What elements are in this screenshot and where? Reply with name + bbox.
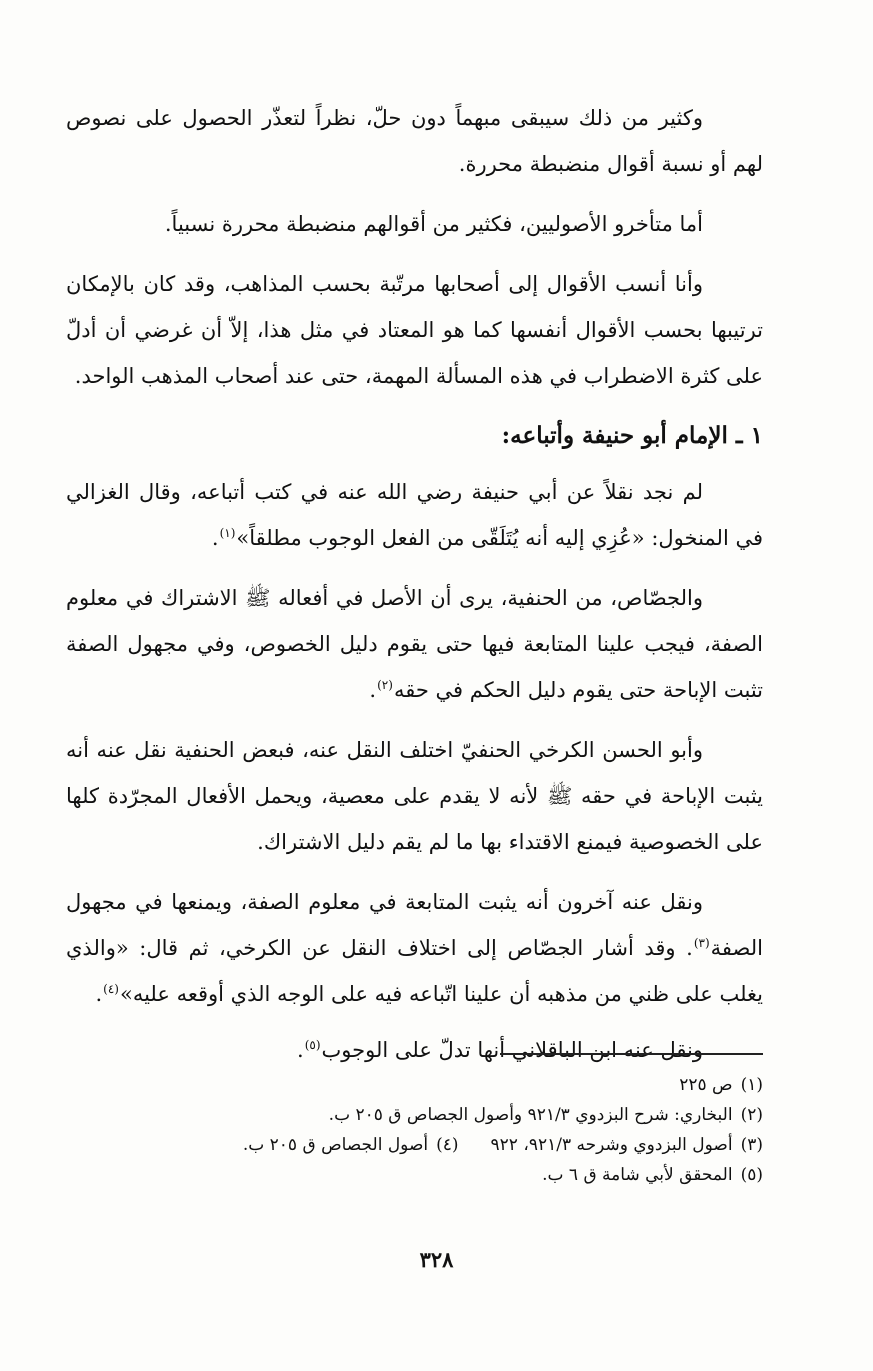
paragraph-5-text: والجصّاص، من الحنفية، يرى أن الأصل في أفعاله ﷺ الاشتراك في معلوم الصفة، فيجب علينا المتابعة فيها حتى يقوم دليل الخصوص، وفي مجهول الصفة تثبت الإباحة حتى يقوم دليل الحكم في حقه	[66, 586, 763, 702]
footnote-number: (٣)	[740, 1135, 763, 1155]
paragraph-8	[66, 1027, 763, 1073]
footnote-text: أصول الجصاص ق ٢٠٥ ب.	[242, 1135, 429, 1155]
footnote-ref-1: (١)	[219, 526, 236, 540]
page-number: ٣٢٨	[419, 1247, 454, 1272]
paragraph-3: وأنا أنسب الأقوال إلى أصحابها مرتّبة بحسب المذاهب، وقد كان بالإمكان ترتيبها بحسب الأقوال أنفسها كما هو المعتاد في مثل هذا، إلاّ أن غرضي أن أدلّ على كثرة الاضطراب في هذه المسألة المهمة، حتى عند أصحاب المذهب الواحد.	[66, 272, 763, 388]
footnote-3-4	[66, 1130, 763, 1160]
paragraph-8-end: .	[297, 1038, 304, 1062]
paragraph-2: أما متأخرو الأصوليين، فكثير من أقوالهم منضبطة محررة نسبياً.	[164, 212, 703, 236]
footnote-ref-3: (٣)	[693, 936, 710, 950]
paragraph-5	[66, 575, 763, 713]
footnote-ref-2: (٢)	[377, 678, 393, 692]
footnote-text: المحقق لأبي شامة ق ٦ ب.	[542, 1165, 733, 1185]
paragraph-7-end: .	[95, 982, 103, 1006]
footnote-number: (٥)	[740, 1165, 763, 1185]
footnotes	[66, 1070, 763, 1190]
footnote-ref-4: (٤)	[103, 982, 119, 996]
paragraph-4	[66, 469, 763, 561]
paragraph-8-text: ونقل عنه ابن الباقلاني أنها تدلّ على الوجوب	[321, 1038, 703, 1062]
footnote-separator	[500, 1053, 763, 1055]
section-heading: ١ ـ الإمام أبو حنيفة وأتباعه:	[501, 422, 763, 449]
footnote-number: (٢)	[740, 1105, 763, 1125]
footnote-5	[66, 1160, 763, 1190]
footnote-1	[66, 1070, 763, 1100]
paragraph-5-end: .	[369, 678, 377, 702]
paragraph-1: وكثير من ذلك سيبقى مبهماً دون حلّ، نظراً لتعذّر الحصول على نصوص لهم أو نسبة أقوال منضبطة محررة.	[66, 106, 763, 176]
footnote-number: (١)	[740, 1075, 763, 1095]
paragraph-7-text-2: . وقد أشار الجصّاص إلى اختلاف النقل عن الكرخي، ثم قال: «والذي يغلب على ظني من مذهبه أن علينا اتّباعه فيه على الوجه الذي أوقعه عليه»	[66, 936, 763, 1006]
paragraph-6: وأبو الحسن الكرخي الحنفيّ اختلف النقل عنه، فبعض الحنفية نقل عنه أنه يثبت الإباحة في حقه ﷺ لأنه لا يقدم على معصية، ويحمل الأفعال المجرّدة كلها على الخصوصية فيمنع الاقتداء بها ما لم يقم دليل الاشتراك.	[66, 738, 763, 854]
footnote-2	[66, 1100, 763, 1130]
main-text	[66, 95, 763, 1083]
footnote-text: ص ٢٢٥	[679, 1075, 733, 1095]
footnote-number: (٤)	[436, 1135, 459, 1155]
paragraph-7-text-1: ونقل عنه آخرون أنه يثبت المتابعة في معلوم الصفة، ويمنعها في مجهول الصفة	[66, 890, 763, 960]
footnote-text: أصول البزدوي وشرحه ٩٢١/٣، ٩٢٢	[490, 1135, 733, 1155]
footnote-text: البخاري: شرح البزدوي ٩٢١/٣ وأصول الجصاص ق ٢٠٥ ب.	[328, 1105, 733, 1125]
footnote-ref-5: (٥)	[304, 1038, 321, 1052]
paragraph-4-text: لم نجد نقلاً عن أبي حنيفة رضي الله عنه في كتب أتباعه، وقال الغزالي في المنخول: «عُزِي إليه أنه يُتَلَقّى من الفعل الوجوب مطلقاً»	[66, 480, 763, 550]
paragraph-7	[66, 879, 763, 1017]
paragraph-4-end: .	[211, 526, 219, 550]
